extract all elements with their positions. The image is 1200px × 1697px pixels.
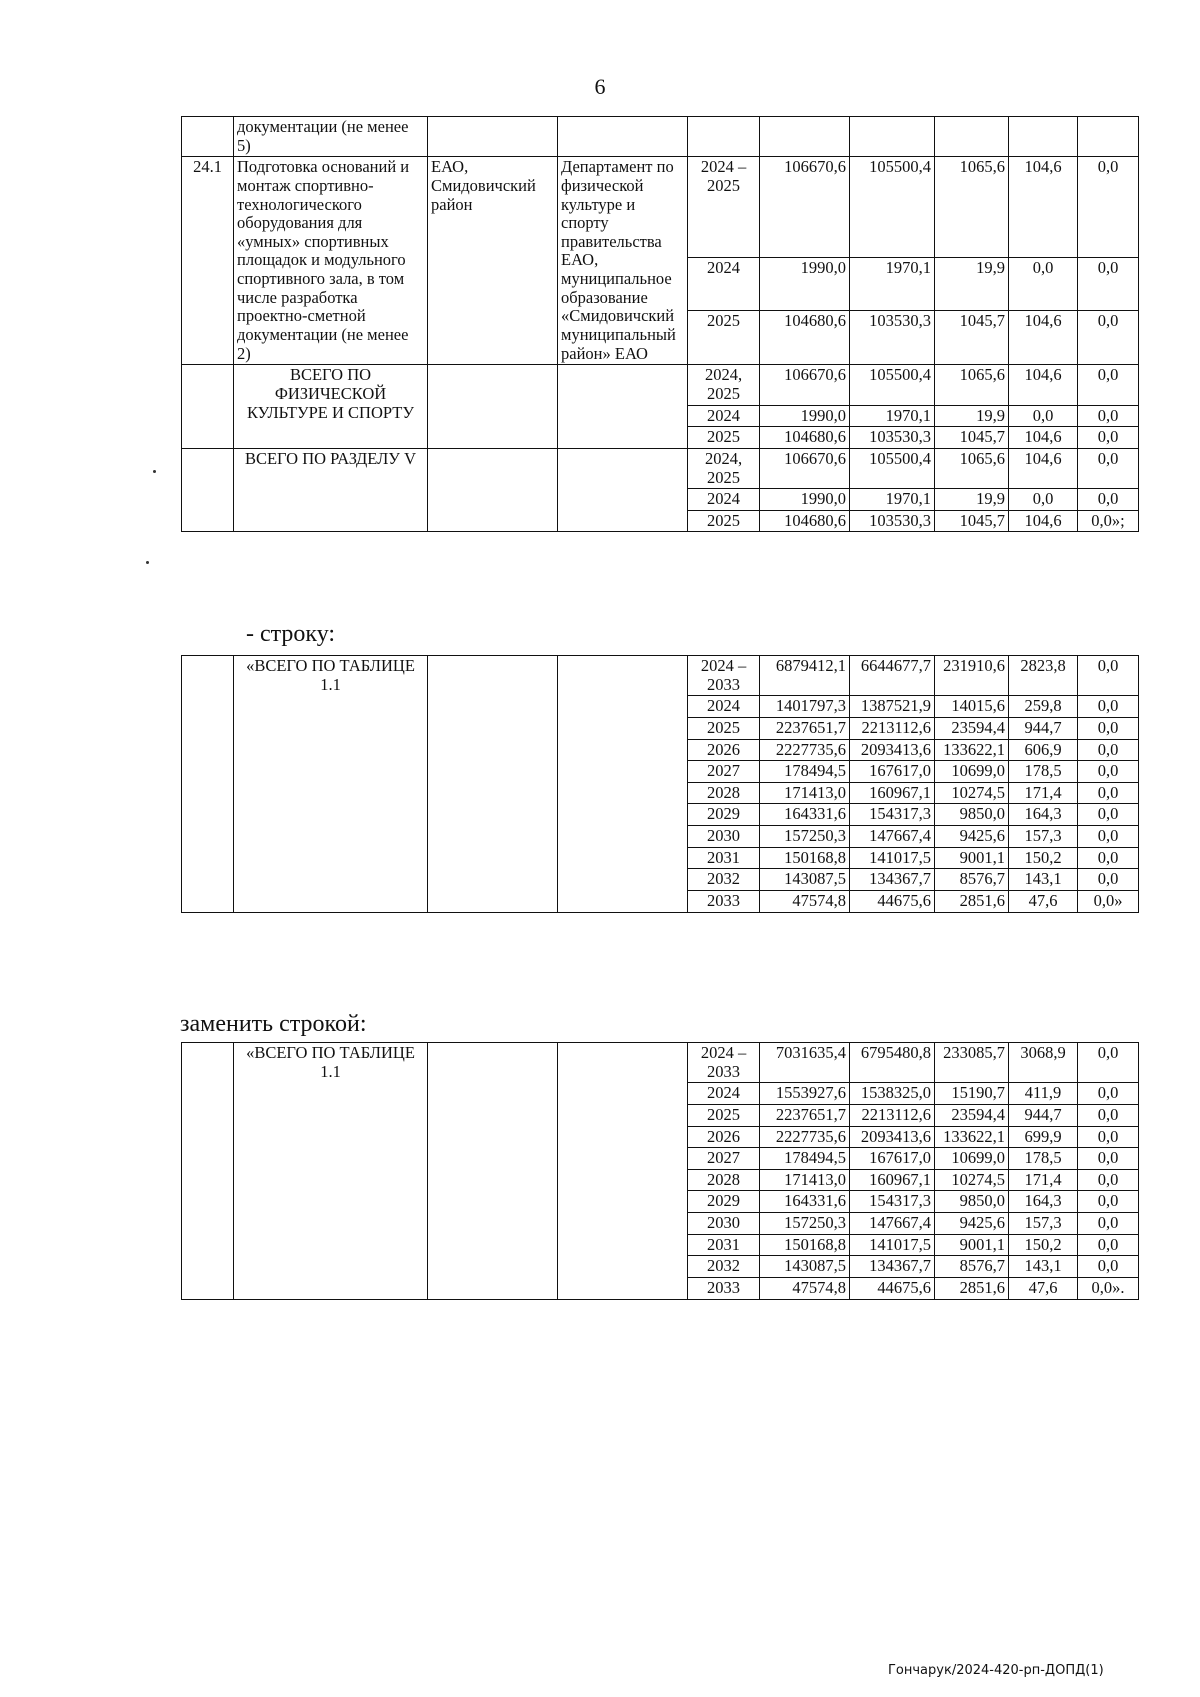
federal-value-cell: 103530,3	[850, 427, 935, 449]
other-value-cell: 0,0	[1078, 311, 1139, 365]
total-value-cell: 2237651,7	[760, 1104, 850, 1126]
executor-cell	[558, 448, 688, 532]
new-total-table	[181, 1042, 1139, 1300]
year-cell: 2028	[688, 782, 760, 804]
federal-value-cell: 134367,7	[850, 1256, 935, 1278]
total-value-cell: 157250,3	[760, 826, 850, 848]
other-value-cell: 0,0	[1078, 739, 1139, 761]
executor-cell: Департамент по физической культуре и спорту правительства ЕАО, муниципальное образование «Смидовичский муниципальный район» ЕАО	[558, 157, 688, 365]
federal-value-cell: 154317,3	[850, 804, 935, 826]
year-cell: 2030	[688, 826, 760, 848]
regional-value-cell: 133622,1	[935, 739, 1009, 761]
regional-value-cell: 9001,1	[935, 847, 1009, 869]
federal-value-cell: 1387521,9	[850, 696, 935, 718]
total-value-cell: 157250,3	[760, 1213, 850, 1235]
year-cell: 2024	[688, 257, 760, 311]
local-value-cell: 0,0	[1009, 257, 1078, 311]
total-value-cell: 106670,6	[760, 157, 850, 257]
regional-value-cell: 19,9	[935, 405, 1009, 427]
total-value-cell: 104680,6	[760, 427, 850, 449]
regional-value-cell: 1065,6	[935, 157, 1009, 257]
year-cell: 2024	[688, 696, 760, 718]
federal-value-cell: 1970,1	[850, 257, 935, 311]
federal-value-cell: 103530,3	[850, 510, 935, 532]
regional-value-cell: 9850,0	[935, 804, 1009, 826]
year-cell: 2024	[688, 489, 760, 511]
federal-value-cell: 160967,1	[850, 782, 935, 804]
total-value-cell: 47574,8	[760, 1278, 850, 1300]
year-cell: 2025	[688, 1104, 760, 1126]
value-cell	[935, 117, 1009, 157]
local-value-cell: 178,5	[1009, 1148, 1078, 1170]
table-row	[182, 448, 1139, 488]
local-value-cell: 171,4	[1009, 782, 1078, 804]
caption-zamenit: заменить строкой:	[180, 1011, 367, 1037]
other-value-cell: 0,0	[1078, 489, 1139, 511]
federal-value-cell: 147667,4	[850, 826, 935, 848]
year-cell: 2024 – 2025	[688, 157, 760, 257]
regional-value-cell: 231910,6	[935, 656, 1009, 696]
place-cell	[428, 1043, 558, 1300]
federal-value-cell: 2093413,6	[850, 739, 935, 761]
total-value-cell: 104680,6	[760, 510, 850, 532]
other-value-cell: 0,0	[1078, 804, 1139, 826]
total-name-cell: ВСЕГО ПО ФИЗИЧЕСКОЙ КУЛЬТУРЕ И СПОРТУ	[234, 365, 428, 449]
local-value-cell: 2823,8	[1009, 656, 1078, 696]
local-value-cell: 104,6	[1009, 365, 1078, 405]
place-cell	[428, 656, 558, 913]
total-value-cell: 47574,8	[760, 891, 850, 913]
total-name-cell: «ВСЕГО ПО ТАБЛИЦЕ 1.1	[234, 656, 428, 913]
federal-value-cell: 103530,3	[850, 311, 935, 365]
local-value-cell: 259,8	[1009, 696, 1078, 718]
federal-value-cell: 105500,4	[850, 157, 935, 257]
scan-artifact-dot	[153, 470, 156, 473]
local-value-cell: 150,2	[1009, 847, 1078, 869]
federal-value-cell: 2093413,6	[850, 1126, 935, 1148]
year-cell: 2025	[688, 717, 760, 739]
old-total-table	[181, 655, 1139, 913]
year-cell: 2026	[688, 1126, 760, 1148]
year-cell: 2025	[688, 510, 760, 532]
place-cell	[428, 365, 558, 449]
local-value-cell: 0,0	[1009, 489, 1078, 511]
regional-value-cell: 14015,6	[935, 696, 1009, 718]
total-value-cell: 178494,5	[760, 1148, 850, 1170]
federal-value-cell: 160967,1	[850, 1169, 935, 1191]
caption-stroku: - строку:	[246, 621, 336, 647]
regional-value-cell: 10699,0	[935, 1148, 1009, 1170]
other-value-cell: 0,0	[1078, 1083, 1139, 1105]
federal-value-cell: 44675,6	[850, 891, 935, 913]
regional-value-cell: 233085,7	[935, 1043, 1009, 1083]
other-value-cell: 0,0	[1078, 257, 1139, 311]
other-value-cell: 0,0	[1078, 782, 1139, 804]
other-value-cell: 0,0	[1078, 157, 1139, 257]
year-cell: 2032	[688, 1256, 760, 1278]
other-value-cell: 0,0	[1078, 405, 1139, 427]
regional-value-cell: 10699,0	[935, 761, 1009, 783]
regional-value-cell: 8576,7	[935, 869, 1009, 891]
local-value-cell: 143,1	[1009, 869, 1078, 891]
other-value-cell: 0,0	[1078, 761, 1139, 783]
year-cell: 2030	[688, 1213, 760, 1235]
year-cell: 2024 – 2033	[688, 656, 760, 696]
total-value-cell: 106670,6	[760, 365, 850, 405]
regional-value-cell: 10274,5	[935, 782, 1009, 804]
regional-value-cell: 1045,7	[935, 510, 1009, 532]
other-value-cell: 0,0	[1078, 1234, 1139, 1256]
federal-value-cell: 105500,4	[850, 365, 935, 405]
federal-value-cell: 154317,3	[850, 1191, 935, 1213]
federal-value-cell: 167617,0	[850, 1148, 935, 1170]
federal-value-cell: 134367,7	[850, 869, 935, 891]
total-value-cell: 2227735,6	[760, 739, 850, 761]
year-cell: 2033	[688, 1278, 760, 1300]
regional-value-cell: 9425,6	[935, 826, 1009, 848]
local-value-cell: 944,7	[1009, 1104, 1078, 1126]
other-value-cell: 0,0	[1078, 448, 1139, 488]
regional-value-cell: 133622,1	[935, 1126, 1009, 1148]
executor-cell	[558, 656, 688, 913]
total-value-cell: 171413,0	[760, 782, 850, 804]
program-table	[181, 116, 1139, 532]
year-cell: 2031	[688, 847, 760, 869]
total-value-cell: 2227735,6	[760, 1126, 850, 1148]
regional-value-cell: 8576,7	[935, 1256, 1009, 1278]
other-value-cell: 0,0	[1078, 869, 1139, 891]
local-value-cell: 164,3	[1009, 1191, 1078, 1213]
scan-artifact-dot	[146, 561, 149, 564]
total-value-cell: 164331,6	[760, 804, 850, 826]
other-value-cell: 0,0	[1078, 427, 1139, 449]
table-row	[182, 1043, 1139, 1083]
year-cell: 2024	[688, 1083, 760, 1105]
federal-value-cell: 141017,5	[850, 847, 935, 869]
place-cell	[428, 117, 558, 157]
local-value-cell: 157,3	[1009, 1213, 1078, 1235]
local-value-cell: 178,5	[1009, 761, 1078, 783]
total-value-cell: 1990,0	[760, 257, 850, 311]
executor-cell	[558, 365, 688, 449]
regional-value-cell: 19,9	[935, 257, 1009, 311]
year-cell: 2025	[688, 427, 760, 449]
other-value-cell: 0,0	[1078, 1043, 1139, 1083]
table-row	[182, 117, 1139, 157]
regional-value-cell: 9425,6	[935, 1213, 1009, 1235]
other-value-cell: 0,0	[1078, 1148, 1139, 1170]
local-value-cell: 411,9	[1009, 1083, 1078, 1105]
other-value-cell: 0,0	[1078, 717, 1139, 739]
other-value-cell: 0,0	[1078, 847, 1139, 869]
total-value-cell: 7031635,4	[760, 1043, 850, 1083]
local-value-cell: 699,9	[1009, 1126, 1078, 1148]
value-cell	[760, 117, 850, 157]
federal-value-cell: 1970,1	[850, 489, 935, 511]
total-value-cell: 150168,8	[760, 847, 850, 869]
federal-value-cell: 1970,1	[850, 405, 935, 427]
place-cell: ЕАО, Смидовичский район	[428, 157, 558, 365]
table-row	[182, 656, 1139, 696]
year-cell: 2024 – 2033	[688, 1043, 760, 1083]
year-cell: 2029	[688, 1191, 760, 1213]
other-value-cell: 0,0	[1078, 1213, 1139, 1235]
total-name-cell: «ВСЕГО ПО ТАБЛИЦЕ 1.1	[234, 1043, 428, 1300]
value-cell	[1078, 117, 1139, 157]
federal-value-cell: 6795480,8	[850, 1043, 935, 1083]
local-value-cell: 0,0	[1009, 405, 1078, 427]
other-value-cell: 0,0	[1078, 1191, 1139, 1213]
regional-value-cell: 9850,0	[935, 1191, 1009, 1213]
local-value-cell: 104,6	[1009, 510, 1078, 532]
year-cell: 2024	[688, 405, 760, 427]
year-cell: 2031	[688, 1234, 760, 1256]
local-value-cell: 157,3	[1009, 826, 1078, 848]
row-number-cell: 24.1	[182, 157, 234, 365]
year-cell: 2025	[688, 311, 760, 365]
regional-value-cell: 23594,4	[935, 1104, 1009, 1126]
local-value-cell: 944,7	[1009, 717, 1078, 739]
row-number-cell	[182, 365, 234, 449]
federal-value-cell: 44675,6	[850, 1278, 935, 1300]
year-cell: 2029	[688, 804, 760, 826]
other-value-cell: 0,0	[1078, 696, 1139, 718]
local-value-cell: 171,4	[1009, 1169, 1078, 1191]
total-name-cell: ВСЕГО ПО РАЗДЕЛУ V	[234, 448, 428, 532]
page-number: 6	[594, 74, 606, 99]
other-value-cell: 0,0	[1078, 1126, 1139, 1148]
table-row	[182, 157, 1139, 257]
regional-value-cell: 1065,6	[935, 365, 1009, 405]
local-value-cell: 47,6	[1009, 1278, 1078, 1300]
year-cell: 2032	[688, 869, 760, 891]
federal-value-cell: 1538325,0	[850, 1083, 935, 1105]
other-value-cell: 0,0	[1078, 1104, 1139, 1126]
activity-name-cell: документации (не менее 5)	[234, 117, 428, 157]
row-number-cell	[182, 448, 234, 532]
executor-cell	[558, 117, 688, 157]
local-value-cell: 164,3	[1009, 804, 1078, 826]
local-value-cell: 104,6	[1009, 427, 1078, 449]
local-value-cell: 606,9	[1009, 739, 1078, 761]
year-cell: 2033	[688, 891, 760, 913]
value-cell	[850, 117, 935, 157]
table-row	[182, 365, 1139, 405]
document-footer-code: Гончарук/2024-420-рп-ДОПД(1)	[888, 1663, 1104, 1678]
executor-cell	[558, 1043, 688, 1300]
row-number-cell	[182, 117, 234, 157]
year-cell	[688, 117, 760, 157]
year-cell: 2028	[688, 1169, 760, 1191]
regional-value-cell: 1045,7	[935, 311, 1009, 365]
total-value-cell: 6879412,1	[760, 656, 850, 696]
total-value-cell: 1990,0	[760, 405, 850, 427]
other-value-cell: 0,0».	[1078, 1278, 1139, 1300]
federal-value-cell: 105500,4	[850, 448, 935, 488]
year-cell: 2027	[688, 761, 760, 783]
other-value-cell: 0,0»	[1078, 891, 1139, 913]
local-value-cell: 104,6	[1009, 448, 1078, 488]
activity-name-cell: Подготовка оснований и монтаж спортивно-технологического оборудования для «умных» спортивных площадок и модульного спортивного зала, в том числе разработка проектно-сметной документации (не менее 2)	[234, 157, 428, 365]
local-value-cell: 150,2	[1009, 1234, 1078, 1256]
other-value-cell: 0,0	[1078, 1169, 1139, 1191]
total-value-cell: 164331,6	[760, 1191, 850, 1213]
federal-value-cell: 141017,5	[850, 1234, 935, 1256]
regional-value-cell: 19,9	[935, 489, 1009, 511]
federal-value-cell: 2213112,6	[850, 717, 935, 739]
total-value-cell: 143087,5	[760, 869, 850, 891]
other-value-cell: 0,0	[1078, 365, 1139, 405]
federal-value-cell: 167617,0	[850, 761, 935, 783]
federal-value-cell: 147667,4	[850, 1213, 935, 1235]
total-value-cell: 171413,0	[760, 1169, 850, 1191]
row-number-cell	[182, 1043, 234, 1300]
federal-value-cell: 6644677,7	[850, 656, 935, 696]
other-value-cell: 0,0	[1078, 656, 1139, 696]
regional-value-cell: 9001,1	[935, 1234, 1009, 1256]
local-value-cell: 104,6	[1009, 157, 1078, 257]
total-value-cell: 106670,6	[760, 448, 850, 488]
total-value-cell: 150168,8	[760, 1234, 850, 1256]
total-value-cell: 1553927,6	[760, 1083, 850, 1105]
local-value-cell: 47,6	[1009, 891, 1078, 913]
total-value-cell: 2237651,7	[760, 717, 850, 739]
other-value-cell: 0,0	[1078, 1256, 1139, 1278]
other-value-cell: 0,0	[1078, 826, 1139, 848]
regional-value-cell: 2851,6	[935, 891, 1009, 913]
regional-value-cell: 2851,6	[935, 1278, 1009, 1300]
total-value-cell: 1990,0	[760, 489, 850, 511]
total-value-cell: 178494,5	[760, 761, 850, 783]
year-cell: 2026	[688, 739, 760, 761]
total-value-cell: 1401797,3	[760, 696, 850, 718]
total-value-cell: 143087,5	[760, 1256, 850, 1278]
local-value-cell: 3068,9	[1009, 1043, 1078, 1083]
regional-value-cell: 15190,7	[935, 1083, 1009, 1105]
value-cell	[1009, 117, 1078, 157]
place-cell	[428, 448, 558, 532]
row-number-cell	[182, 656, 234, 913]
local-value-cell: 143,1	[1009, 1256, 1078, 1278]
year-cell: 2027	[688, 1148, 760, 1170]
regional-value-cell: 23594,4	[935, 717, 1009, 739]
total-value-cell: 104680,6	[760, 311, 850, 365]
regional-value-cell: 10274,5	[935, 1169, 1009, 1191]
regional-value-cell: 1045,7	[935, 427, 1009, 449]
other-value-cell: 0,0»;	[1078, 510, 1139, 532]
local-value-cell: 104,6	[1009, 311, 1078, 365]
federal-value-cell: 2213112,6	[850, 1104, 935, 1126]
regional-value-cell: 1065,6	[935, 448, 1009, 488]
year-cell: 2024, 2025	[688, 448, 760, 488]
year-cell: 2024, 2025	[688, 365, 760, 405]
